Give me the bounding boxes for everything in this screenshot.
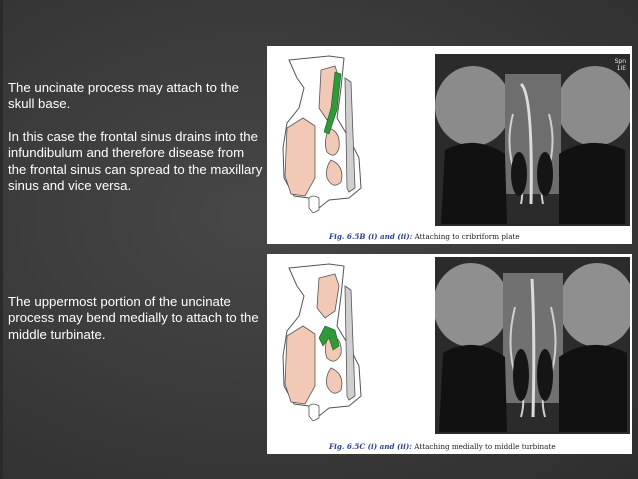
text-block-middle-turbinate (8, 294, 264, 343)
caption-number-2: Fig. 6.5C (i) and (ii): (329, 442, 412, 451)
paragraph-attach-middle-turbinate: The uppermost portion of the uncinate process may bend medially to attach to the middle turbinate. (8, 294, 259, 342)
caption-text-1: Attaching to cribriform plate (414, 232, 520, 241)
ct-label-line2: 1IE (616, 65, 626, 72)
ct-scan-coronal-2 (435, 257, 630, 434)
uncinate-diagram-middle-turbinate (269, 256, 402, 421)
caption-number-1: Fig. 6.5B (i) and (ii): (329, 232, 413, 241)
uncinate-diagram-skull-base (269, 48, 402, 213)
ct-label-line1: Spn (614, 58, 626, 65)
ct-overlay-label (615, 58, 626, 72)
figure-caption-1 (329, 232, 520, 241)
slide-edge (0, 0, 3, 479)
caption-text-2: Attaching medially to middle turbinate (414, 442, 556, 451)
figure-cribriform-plate (267, 46, 632, 244)
figure-middle-turbinate (267, 254, 632, 454)
figure-caption-2 (329, 442, 556, 451)
paragraph-frontal-sinus-drainage: In this case the frontal sinus drains into the infundibulum and therefore disease from the frontal sinus can spread to the maxillary sinus and vice versa. (8, 128, 263, 194)
text-block-skull-base (8, 80, 264, 194)
paragraph-attach-skull-base: The uncinate process may attach to the skull base. (8, 80, 239, 112)
ct-scan-coronal-1 (435, 54, 630, 226)
